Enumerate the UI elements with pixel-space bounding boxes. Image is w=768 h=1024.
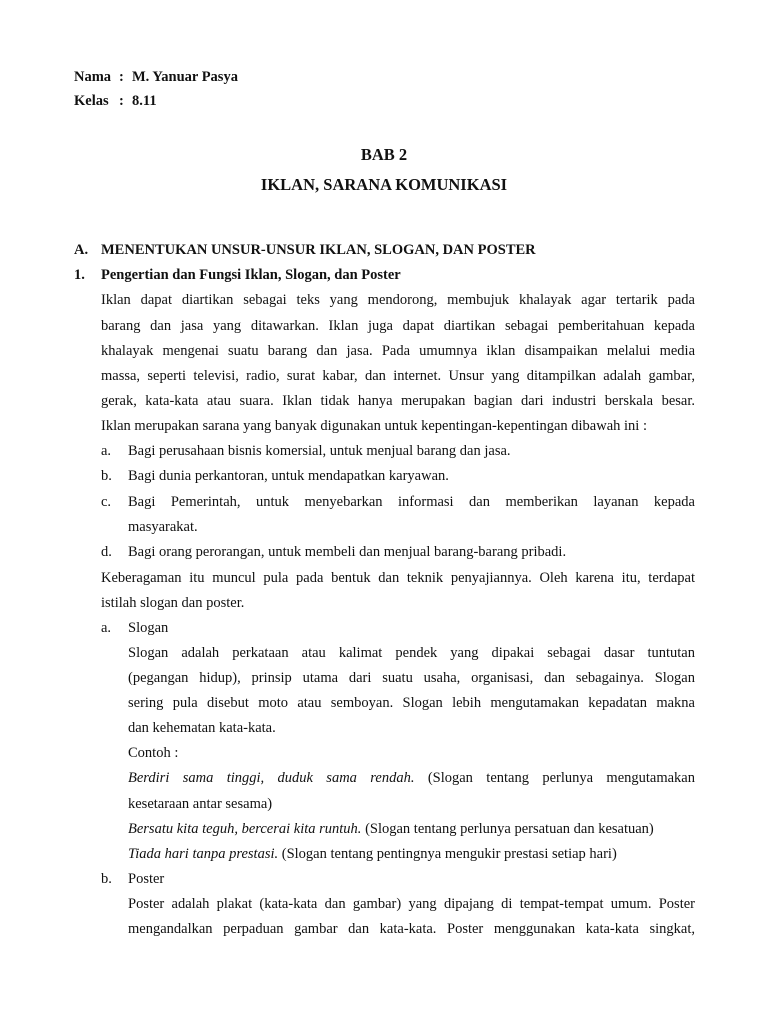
slogan-example <box>128 770 695 787</box>
use-text: Bagi dunia perkantoran, untuk mendapatkan karyawan. <box>128 468 449 484</box>
nama-label: Nama <box>74 69 112 85</box>
slogan-line: sering pula disebut moto atau semboyan. Slogan lebih mengutamakan kepadatan makna <box>128 695 695 711</box>
slogan-example-continued: kesetaraan antar sesama) <box>128 796 273 812</box>
poster-line: Poster adalah plakat (kata-kata dan gambar) yang dipajang di tempat-tempat umum. Poster <box>128 896 695 912</box>
intro-line: Iklan dapat diartikan sebagai teks yang mendorong, membujuk khalayak agar tertarik pada <box>101 292 695 308</box>
slogan-line: dan kehematan kata-kata. <box>128 720 276 736</box>
slogan-example <box>128 846 617 863</box>
intro-line: massa, seperti televisi, radio, surat kabar, dan internet. Unsur yang ditampilkan adalah gambar, <box>101 368 695 384</box>
chapter-number: BAB 2 <box>360 145 408 164</box>
subsection-title: Pengertian dan Fungsi Iklan, Slogan, dan Poster <box>101 267 401 283</box>
poster-marker: b. <box>101 871 112 887</box>
diversity-line: istilah slogan dan poster. <box>101 595 245 611</box>
slogan-line: (pegangan hidup), prinsip utama dari suatu usaha, organisasi, dan sebagainya. Slogan <box>128 670 695 686</box>
use-text-continued: masyarakat. <box>128 519 198 535</box>
slogan-example-quote: Tiada hari tanpa prestasi. <box>128 846 279 862</box>
intro-line: gerak, kata-kata atau suara. Iklan tidak hanya merupakan bagian dari industri berskala besar. <box>101 393 695 409</box>
slogan-example-quote: Bersatu kita teguh, bercerai kita runtuh. <box>128 821 362 837</box>
use-marker: d. <box>101 544 112 560</box>
nama-separator: : <box>119 69 124 85</box>
use-text: Bagi orang perorangan, untuk membeli dan menjual barang-barang pribadi. <box>128 544 567 560</box>
example-label: Contoh : <box>128 745 179 761</box>
slogan-heading: Slogan <box>128 620 169 636</box>
slogan-marker: a. <box>101 620 112 636</box>
poster-line: mengandalkan perpaduan gambar dan kata-kata. Poster menggunakan kata-kata singkat, <box>128 921 695 937</box>
poster-heading: Poster <box>128 871 165 887</box>
nama-value: M. Yanuar Pasya <box>132 69 238 85</box>
section-marker: A. <box>74 242 89 258</box>
slogan-example-note: (Slogan tentang pentingnya mengukir prestasi setiap hari) <box>278 846 617 862</box>
use-marker: b. <box>101 468 112 484</box>
slogan-example-note: (Slogan tentang perlunya mengutamakan <box>414 770 695 786</box>
use-text: Bagi perusahaan bisnis komersial, untuk menjual barang dan jasa. <box>128 443 511 459</box>
use-text: Bagi Pemerintah, untuk menyebarkan informasi dan memberikan layanan kepada <box>128 494 695 510</box>
slogan-example <box>128 821 654 838</box>
chapter-title: IKLAN, SARANA KOMUNIKASI <box>260 175 508 194</box>
intro-line: barang dan jasa yang ditawarkan. Iklan juga dapat diartikan sebagai pemberitahuan kepada <box>101 318 695 334</box>
diversity-line: Keberagaman itu muncul pula pada bentuk dan teknik penyajiannya. Oleh karena itu, terdapat <box>101 570 695 586</box>
use-marker: a. <box>101 443 112 459</box>
use-marker: c. <box>101 494 112 510</box>
kelas-value: 8.11 <box>132 93 157 109</box>
slogan-example-quote: Berdiri sama tinggi, duduk sama rendah. <box>128 770 415 786</box>
intro-line: khalayak mengenai suatu barang dan jasa. Pada umumnya iklan disampaikan melalui media <box>101 343 695 359</box>
intro-line: Iklan merupakan sarana yang banyak digunakan untuk kepentingan-kepentingan dibawah ini : <box>101 418 647 434</box>
slogan-line: Slogan adalah perkataan atau kalimat pendek yang dipakai sebagai dasar tuntutan <box>128 645 695 661</box>
kelas-separator: : <box>119 93 124 109</box>
kelas-label: Kelas <box>74 93 109 109</box>
slogan-example-note: (Slogan tentang perlunya persatuan dan kesatuan) <box>361 821 654 837</box>
section-title: MENENTUKAN UNSUR-UNSUR IKLAN, SLOGAN, DAN POSTER <box>101 242 536 258</box>
subsection-marker: 1. <box>74 267 85 283</box>
